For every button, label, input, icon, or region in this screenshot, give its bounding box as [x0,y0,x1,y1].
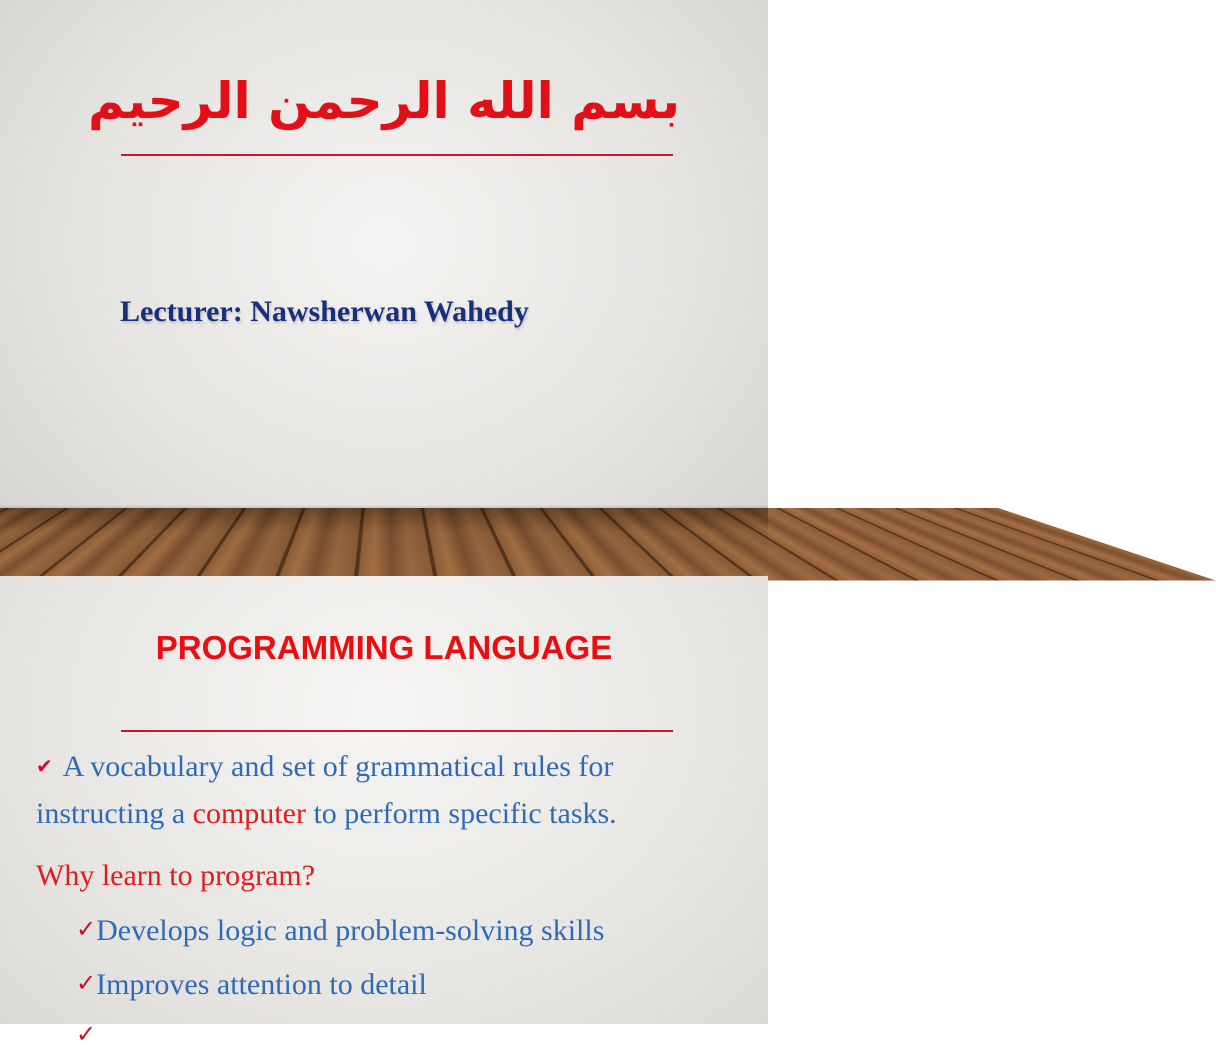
reason-item [76,963,427,1005]
lecturer-name: Lecturer: Nawsherwan Wahedy [120,295,529,328]
reason-text: Develops logic and problem-solving skills [96,914,605,947]
definition-text-1: A vocabulary and set of grammatical rules for [62,750,614,783]
check-icon: ✓ [76,1020,97,1048]
check-icon: ✓ [76,915,97,943]
slide-heading: PROGRAMMING LANGUAGE [155,629,613,666]
definition-line-1 [36,746,613,787]
checkmark-bullet-icon: ✔ [36,754,53,778]
reason-text: Improves attention to detail [96,968,427,1001]
floor-shadow [0,508,768,576]
definition-text-2a: instructing a [36,797,193,830]
reason-item-cut-off [76,1014,96,1056]
heading-divider [121,730,673,732]
definition-highlight: computer [192,797,306,830]
definition-text-2b: to perform specific tasks. [305,797,617,830]
bismillah-title: بسم الله الرحمن الرحيم [88,72,680,130]
definition-line-2 [36,794,617,834]
reason-item [76,909,604,951]
why-heading: Why learn to program? [36,859,316,892]
title-divider [121,154,673,156]
slide-programming-language [0,576,768,1048]
slide-title [0,0,768,576]
check-icon: ✓ [76,969,97,997]
